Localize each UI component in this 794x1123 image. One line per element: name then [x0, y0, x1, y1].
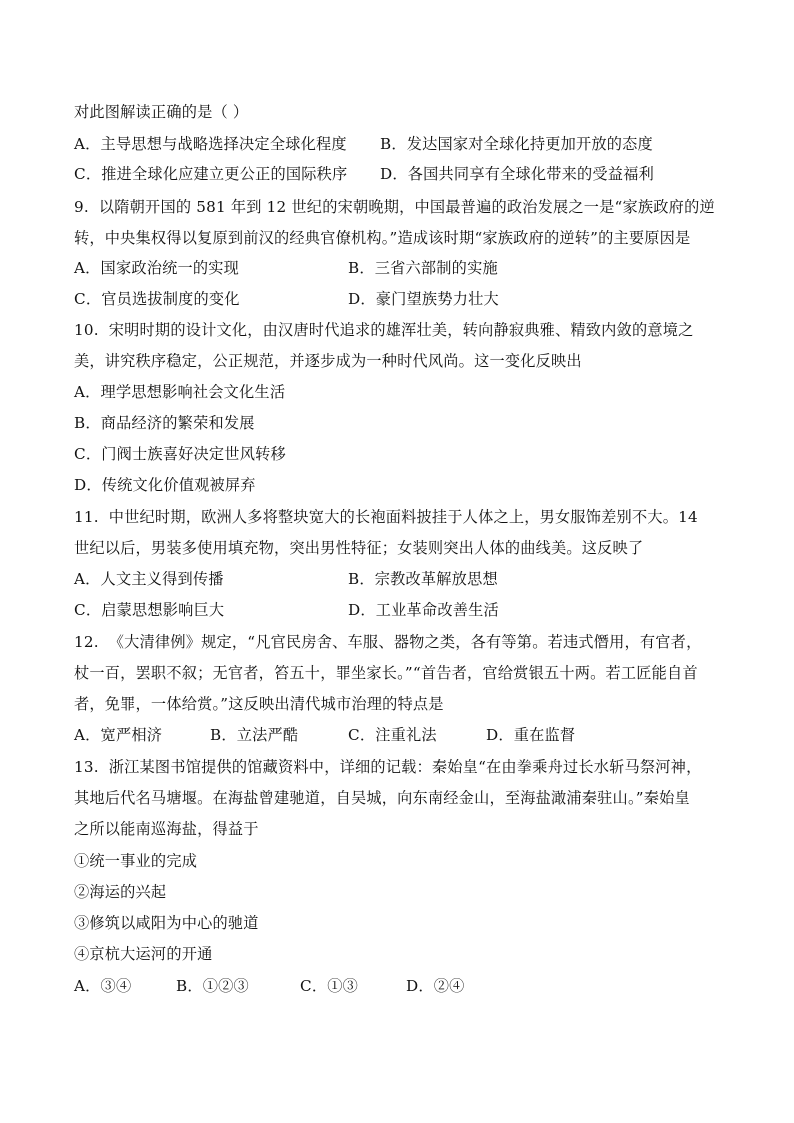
question-13-line-3: 之所以能南巡海盐，得益于: [74, 820, 259, 838]
option-c: C．注重礼法: [348, 726, 437, 744]
statement-item-4: ④京杭大运河的开通: [74, 945, 213, 963]
option-c: C．启蒙思想影响巨大: [74, 601, 225, 619]
option-b: B．立法严酷: [210, 726, 299, 744]
option-d: D．豪门望族势力壮大: [348, 290, 499, 308]
question-number: 10.: [74, 321, 99, 339]
question-12-line-2: 杖一百，罢职不叙；无官者，笞五十，罪坐家长。”“首告者，官给赏银五十两。若工匠能自首: [74, 664, 698, 682]
question-number: 9.: [74, 198, 89, 216]
question-11-line-1: 11. 中世纪时期，欧洲人多将整块宽大的长袍面料披挂于人体之上，男女服饰差别不大。14: [74, 508, 698, 526]
option-b: B．①②③: [176, 977, 249, 995]
question-number: 12.: [74, 633, 99, 651]
option-d: D．重在监督: [486, 726, 576, 744]
question-10-line-2: 美，讲究秩序稳定，公正规范，并逐步成为一种时代风尚。这一变化反映出: [74, 352, 582, 370]
option-b: B．商品经济的繁荣和发展: [74, 414, 255, 432]
option-a: A．国家政治统一的实现: [74, 259, 240, 277]
question-10-line-1: 10. 宋明时期的设计文化，由汉唐时代追求的雄浑壮美，转向静寂典雅、精致内敛的意境之: [74, 321, 694, 339]
option-c: C．门阀士族喜好决定世风转移: [74, 445, 286, 463]
question-12-line-1: 12. 《大清律例》规定，“凡官民房舍、车服、器物之类，各有等第。若违式僭用，有官者，: [74, 633, 702, 651]
statement-item-1: ①统一事业的完成: [74, 852, 198, 870]
option-d: D．②④: [406, 977, 465, 995]
option-c: C．①③: [300, 977, 358, 995]
option-a: A．人文主义得到传播: [74, 570, 224, 588]
option-a: A．主导思想与战略选择决定全球化程度: [74, 135, 347, 153]
statement-item-3: ③修筑以咸阳为中心的驰道: [74, 914, 259, 932]
option-d: D．各国共同享有全球化带来的受益福利: [380, 165, 654, 183]
option-b: B．发达国家对全球化持更加开放的态度: [380, 135, 653, 153]
option-a: A．理学思想影响社会文化生活: [74, 383, 286, 401]
option-c: C．推进全球化应建立更公正的国际秩序: [74, 165, 348, 183]
question-9-line-2: 转，中央集权得以复原到前汉的经典官僚机构。”造成该时期“家族政府的逆转”的主要原因是: [74, 229, 691, 247]
option-d: D．传统文化价值观被屏弃: [74, 476, 256, 494]
option-d: D．工业革命改善生活: [348, 601, 499, 619]
statement-item-2: ②海运的兴起: [74, 883, 167, 901]
question-12-line-3: 者，免罪，一体给赏。”这反映出清代城市治理的特点是: [74, 695, 444, 713]
question-13-line-1: 13. 浙江某图书馆提供的馆藏资料中，详细的记载：秦始皇“在由拳乘舟过长水斩马祭河神，: [74, 758, 702, 776]
question-stem: 对此图解读正确的是（ ）: [74, 103, 249, 121]
question-number: 11.: [74, 508, 99, 526]
question-9-line-1: 9. 以隋朝开国的 581 年到 12 世纪的宋朝晚期，中国最普遍的政治发展之一是“家族政府的逆: [74, 198, 715, 216]
question-11-line-2: 世纪以后，男装多使用填充物，突出男性特征；女装则突出人体的曲线美。这反映了: [74, 539, 644, 557]
option-b: B．宗教改革解放思想: [348, 570, 498, 588]
question-13-line-2: 其地后代名马塘堰。在海盐曾建驰道，自吴城，向东南经金山，至海盐澉浦秦驻山。”秦始皇: [74, 789, 690, 807]
option-b: B．三省六部制的实施: [348, 259, 498, 277]
option-a: A．宽严相济: [74, 726, 163, 744]
option-a: A．③④: [74, 977, 132, 995]
question-number: 13.: [74, 758, 99, 776]
option-c: C．官员选拔制度的变化: [74, 290, 240, 308]
